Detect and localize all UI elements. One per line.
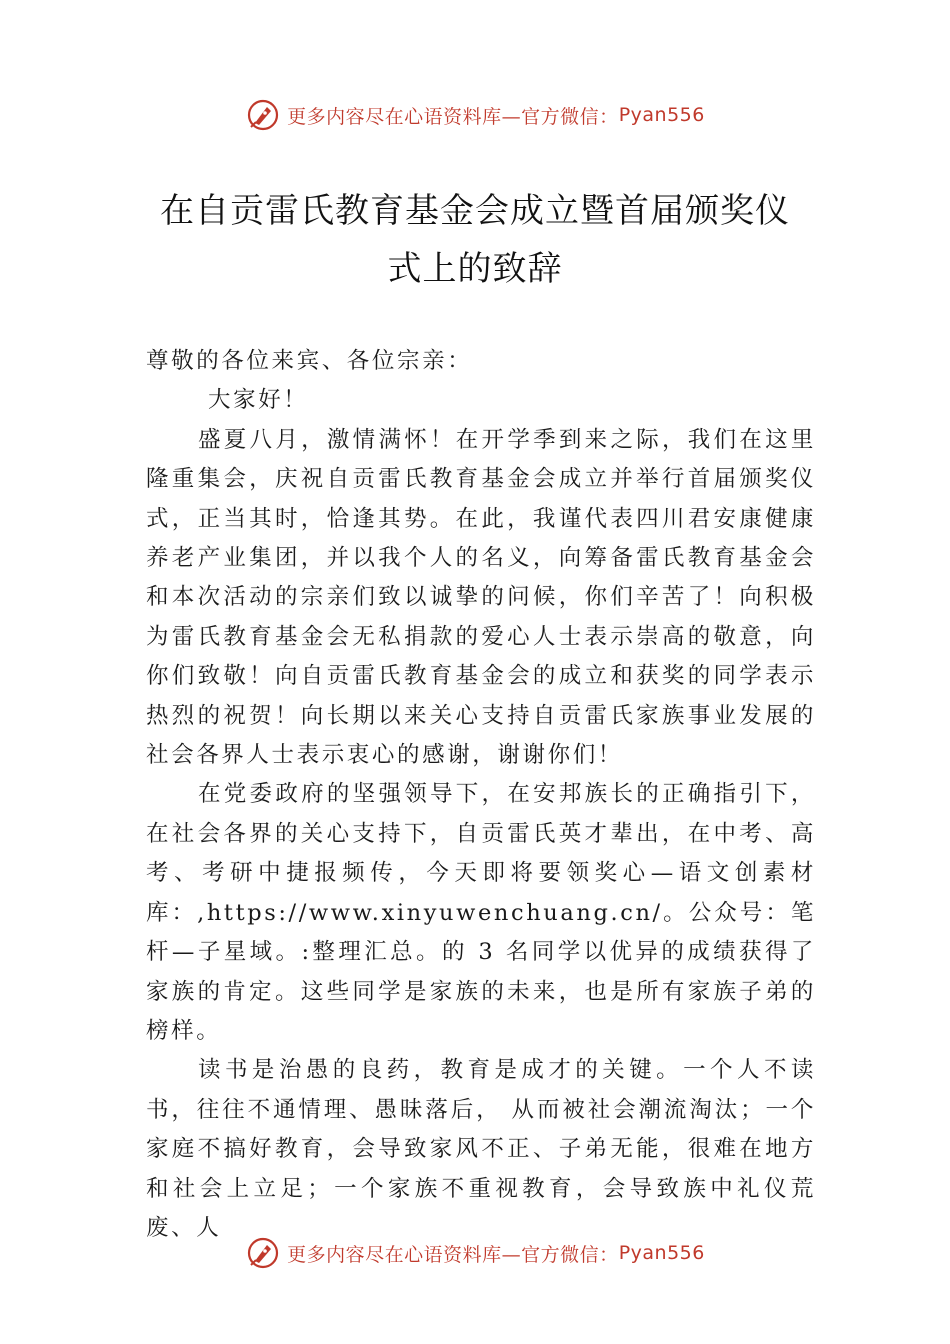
title-line-1: 在自贡雷氏教育基金会成立暨首届颁奖仪 bbox=[160, 191, 790, 231]
banner-wechat-id: Pyan556 bbox=[618, 1242, 705, 1264]
pen-nib-logo-icon bbox=[245, 1235, 281, 1271]
banner-main-text: 更多内容尽在心语资料库 bbox=[287, 105, 502, 128]
footer-watermark-banner bbox=[0, 1233, 950, 1273]
banner-main-text: 更多内容尽在心语资料库 bbox=[287, 1243, 502, 1266]
document-body bbox=[146, 342, 816, 1248]
document-title bbox=[100, 182, 850, 298]
header-watermark-banner bbox=[0, 95, 950, 135]
title-line-2: 式上的致辞 bbox=[387, 249, 563, 289]
body-paragraph-3: 读书是治愚的良药，教育是成才的关键。一个人不读书，往往不通情理、愚昧落后， 从而被社会潮流淘汰；一个家庭不搞好教育，会导致家风不正、子弟无能，很难在地方和社会上立足；一个家族不重视教育，会导致族中礼仪荒废、人 bbox=[146, 1057, 816, 1241]
body-paragraph-1: 盛夏八月，激情满怀！在开学季到来之际，我们在这里隆重集会，庆祝自贡雷氏教育基金会成立并举行首届颁奖仪式，正当其时，恰逢其势。在此，我谨代表四川君安康健康养老产业集团，并以我个人的名义，向筹备雷氏教育基金会和本次活动的宗亲们致以诚挚的问候，你们辛苦了！向积极为雷氏教育基金会无私捐款的爱心人士表示崇高的敬意，向你们致敬！向自贡雷氏教育基金会的成立和获奖的同学表示热烈的祝贺！向长期以来关心支持自贡雷氏家族事业发展的社会各界人士表示衷心的感谢，谢谢你们！ bbox=[146, 426, 816, 769]
hello-line: 大家好！ bbox=[208, 387, 309, 414]
pen-nib-logo-icon bbox=[245, 97, 281, 133]
banner-sub-text: —官方微信： bbox=[501, 105, 619, 128]
banner-wechat-id: Pyan556 bbox=[618, 104, 705, 126]
greeting-line: 尊敬的各位来宾、各位宗亲： bbox=[146, 348, 473, 374]
body-paragraph-2: 在党委政府的坚强领导下，在安邦族长的正确指引下，在社会各界的关心支持下，自贡雷氏英才辈出，在中考、高考、考研中捷报频传，今天即将要领奖心—语文创素材库：,https://www.xinyuwenchuang.cn/。公众号：笔杆—子星域。:整理汇总。的 3 名同学以优异的成绩获得了家族的肯定。这些同学是家族的未来，也是所有家族子弟的榜样。 bbox=[146, 781, 816, 1044]
banner-sub-text: —官方微信： bbox=[501, 1243, 619, 1266]
